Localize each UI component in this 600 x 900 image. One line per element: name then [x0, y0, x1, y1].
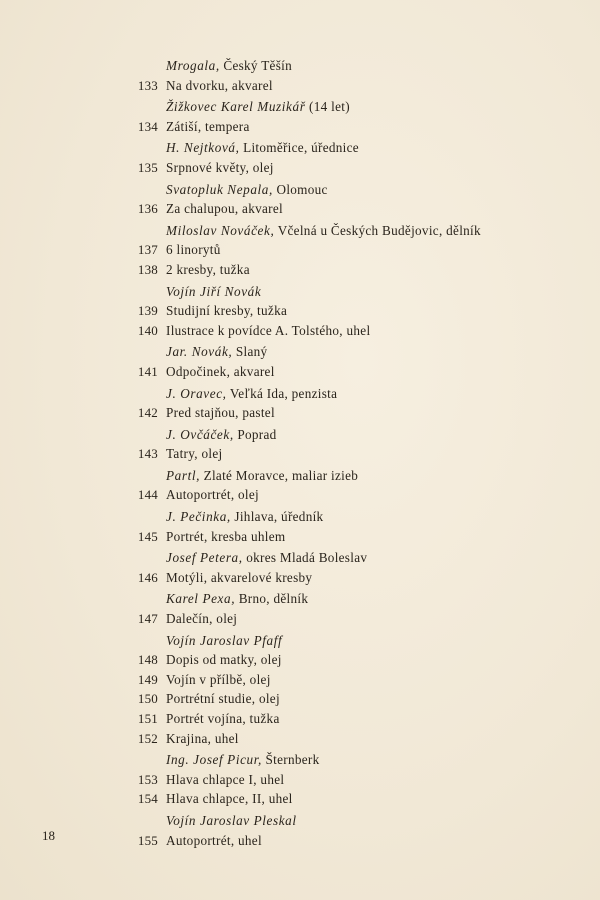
artist-text [166, 548, 367, 568]
catalog-number: 141 [137, 363, 158, 379]
artist-details: Veľká Ida, penzista [226, 385, 338, 401]
work-line [0, 321, 600, 341]
artist-details: Slaný [232, 344, 268, 360]
work-line [0, 199, 600, 219]
artist-line [0, 97, 600, 117]
artist-text [166, 466, 358, 486]
artist-text [166, 750, 319, 770]
artist-text [166, 180, 328, 200]
artist-text [166, 221, 481, 241]
catalog-number: 142 [137, 405, 158, 421]
work-line [0, 709, 600, 729]
work-line [0, 831, 600, 851]
work-line [0, 260, 600, 280]
catalog-number: 139 [137, 303, 158, 319]
artist-name: Partl, [166, 467, 201, 483]
artist-text [166, 425, 277, 445]
artist-name: J. Pečinka, [166, 509, 231, 525]
catalog-number: 144 [137, 487, 158, 503]
catalog-number: 152 [137, 730, 158, 746]
work-line [0, 609, 600, 629]
artist-details: Zlaté Moravce, maliar izieb [200, 467, 359, 483]
work-title: Krajina, uhel [166, 730, 239, 746]
work-title: Vojín v přílbě, olej [166, 671, 271, 687]
work-title: Srpnové květy, olej [166, 159, 274, 175]
artist-name: Mrogala, [166, 58, 220, 73]
entry-list [0, 54, 600, 850]
work-line [0, 670, 600, 690]
artist-name: Vojín Jaroslav Pleskal [166, 812, 297, 828]
work-title: Na dvorku, akvarel [166, 77, 273, 93]
artist-name: Vojín Jiří Novák [166, 283, 262, 299]
catalog-number: 140 [137, 322, 158, 338]
catalog-number: 137 [137, 242, 158, 258]
artist-text [166, 342, 267, 362]
artist-line [0, 282, 600, 302]
artist-text [166, 631, 282, 651]
artist-name: Žižkovec Karel Muzikář [166, 99, 306, 115]
artist-text [166, 384, 337, 404]
work-line [0, 650, 600, 670]
artist-text [166, 282, 261, 302]
artist-details: Poprad [233, 426, 277, 442]
work-title: Ilustrace k povídce A. Tolstého, uhel [166, 322, 371, 338]
work-line [0, 689, 600, 709]
work-title: Portrét vojína, tužka [166, 711, 280, 726]
work-line [0, 568, 600, 588]
artist-name: Svatopluk Nepala, [166, 181, 273, 197]
work-title: Dopis od matky, olej [166, 652, 282, 668]
work-title: Portrét, kresba uhlem [166, 528, 286, 544]
work-line [0, 158, 600, 178]
artist-line [0, 631, 600, 651]
work-title: Motýli, akvarelové kresby [166, 569, 313, 585]
artist-line [0, 221, 600, 241]
catalog-number: 133 [137, 77, 158, 93]
artist-line [0, 811, 600, 831]
catalog-number: 145 [137, 528, 158, 544]
catalog-number: 151 [137, 711, 158, 726]
artist-details: Včelná u Českých Budějovic, dělník [274, 222, 481, 238]
catalog-number: 148 [137, 652, 158, 668]
artist-details: okres Mladá Boleslav [242, 550, 368, 566]
work-title: Hlava chlapce I, uhel [166, 771, 285, 787]
artist-line [0, 342, 600, 362]
artist-text [166, 138, 359, 158]
artist-details: Brno, dělník [235, 591, 309, 607]
catalog-number: 150 [137, 691, 158, 707]
artist-name: Vojín Jaroslav Pfaff [166, 632, 283, 648]
artist-line [0, 466, 600, 486]
work-title: Pred stajňou, pastel [166, 405, 275, 421]
work-line [0, 485, 600, 505]
work-line [0, 362, 600, 382]
work-title: Dalečín, olej [166, 611, 238, 627]
work-title: Studijní kresby, tužka [166, 303, 288, 319]
work-title: 6 linorytů [166, 242, 221, 258]
catalog-number: 143 [137, 446, 158, 462]
work-line [0, 789, 600, 809]
catalog-number: 155 [137, 832, 158, 848]
work-line [0, 729, 600, 749]
work-line [0, 527, 600, 547]
work-title: 2 kresby, tužka [166, 261, 250, 277]
artist-details: Český Těšín [219, 58, 292, 73]
catalog-number: 135 [137, 159, 158, 175]
work-title: Zátiší, tempera [166, 118, 250, 134]
artist-name: Josef Petera, [166, 550, 243, 566]
artist-name: J. Ovčáček, [166, 426, 234, 442]
page-number: 18 [42, 828, 55, 843]
artist-details: Šternberk [261, 752, 320, 768]
artist-line [0, 548, 600, 568]
work-title: Tatry, olej [166, 446, 223, 462]
catalog-number: 153 [137, 771, 158, 787]
catalog-number: 149 [137, 671, 158, 687]
catalog-number: 134 [137, 118, 158, 134]
work-line [0, 117, 600, 137]
work-title: Autoportrét, olej [166, 487, 259, 503]
artist-name: Miloslav Nováček, [166, 222, 275, 238]
catalog-number: 154 [137, 791, 158, 807]
artist-details: Jihlava, úředník [230, 509, 324, 525]
catalog-number: 146 [137, 569, 158, 585]
work-title: Za chalupou, akvarel [166, 201, 283, 217]
artist-text [166, 589, 308, 609]
artist-details: Litoměřice, úřednice [239, 140, 359, 156]
artist-text [166, 811, 297, 831]
catalog-number: 136 [137, 201, 158, 217]
artist-line [0, 180, 600, 200]
artist-text [166, 56, 292, 76]
work-line [0, 403, 600, 423]
work-title: Hlava chlapce, II, uhel [166, 791, 293, 807]
artist-name: Karel Pexa, [166, 591, 236, 607]
artist-name: Ing. Josef Picur, [166, 752, 262, 768]
catalog-number: 147 [137, 611, 158, 627]
work-line [0, 770, 600, 790]
work-title: Portrétní studie, olej [166, 691, 280, 707]
work-line [0, 240, 600, 260]
artist-line [0, 507, 600, 527]
artist-name: H. Nejtková, [166, 140, 240, 156]
artist-name: Jar. Novák, [166, 344, 233, 360]
artist-details: (14 let) [305, 99, 350, 115]
work-line [0, 444, 600, 464]
artist-line [0, 425, 600, 445]
work-title: Autoportrét, uhel [166, 832, 262, 848]
artist-text [166, 507, 323, 527]
artist-text [166, 97, 350, 117]
work-line [0, 76, 600, 96]
artist-line [0, 589, 600, 609]
work-title: Odpočinek, akvarel [166, 363, 275, 379]
artist-line [0, 384, 600, 404]
catalog-number: 138 [137, 261, 158, 277]
artist-line [0, 138, 600, 158]
artist-line [0, 750, 600, 770]
artist-name: J. Oravec, [166, 385, 227, 401]
work-line [0, 301, 600, 321]
artist-details: Olomouc [272, 181, 328, 197]
artist-line [0, 56, 600, 76]
